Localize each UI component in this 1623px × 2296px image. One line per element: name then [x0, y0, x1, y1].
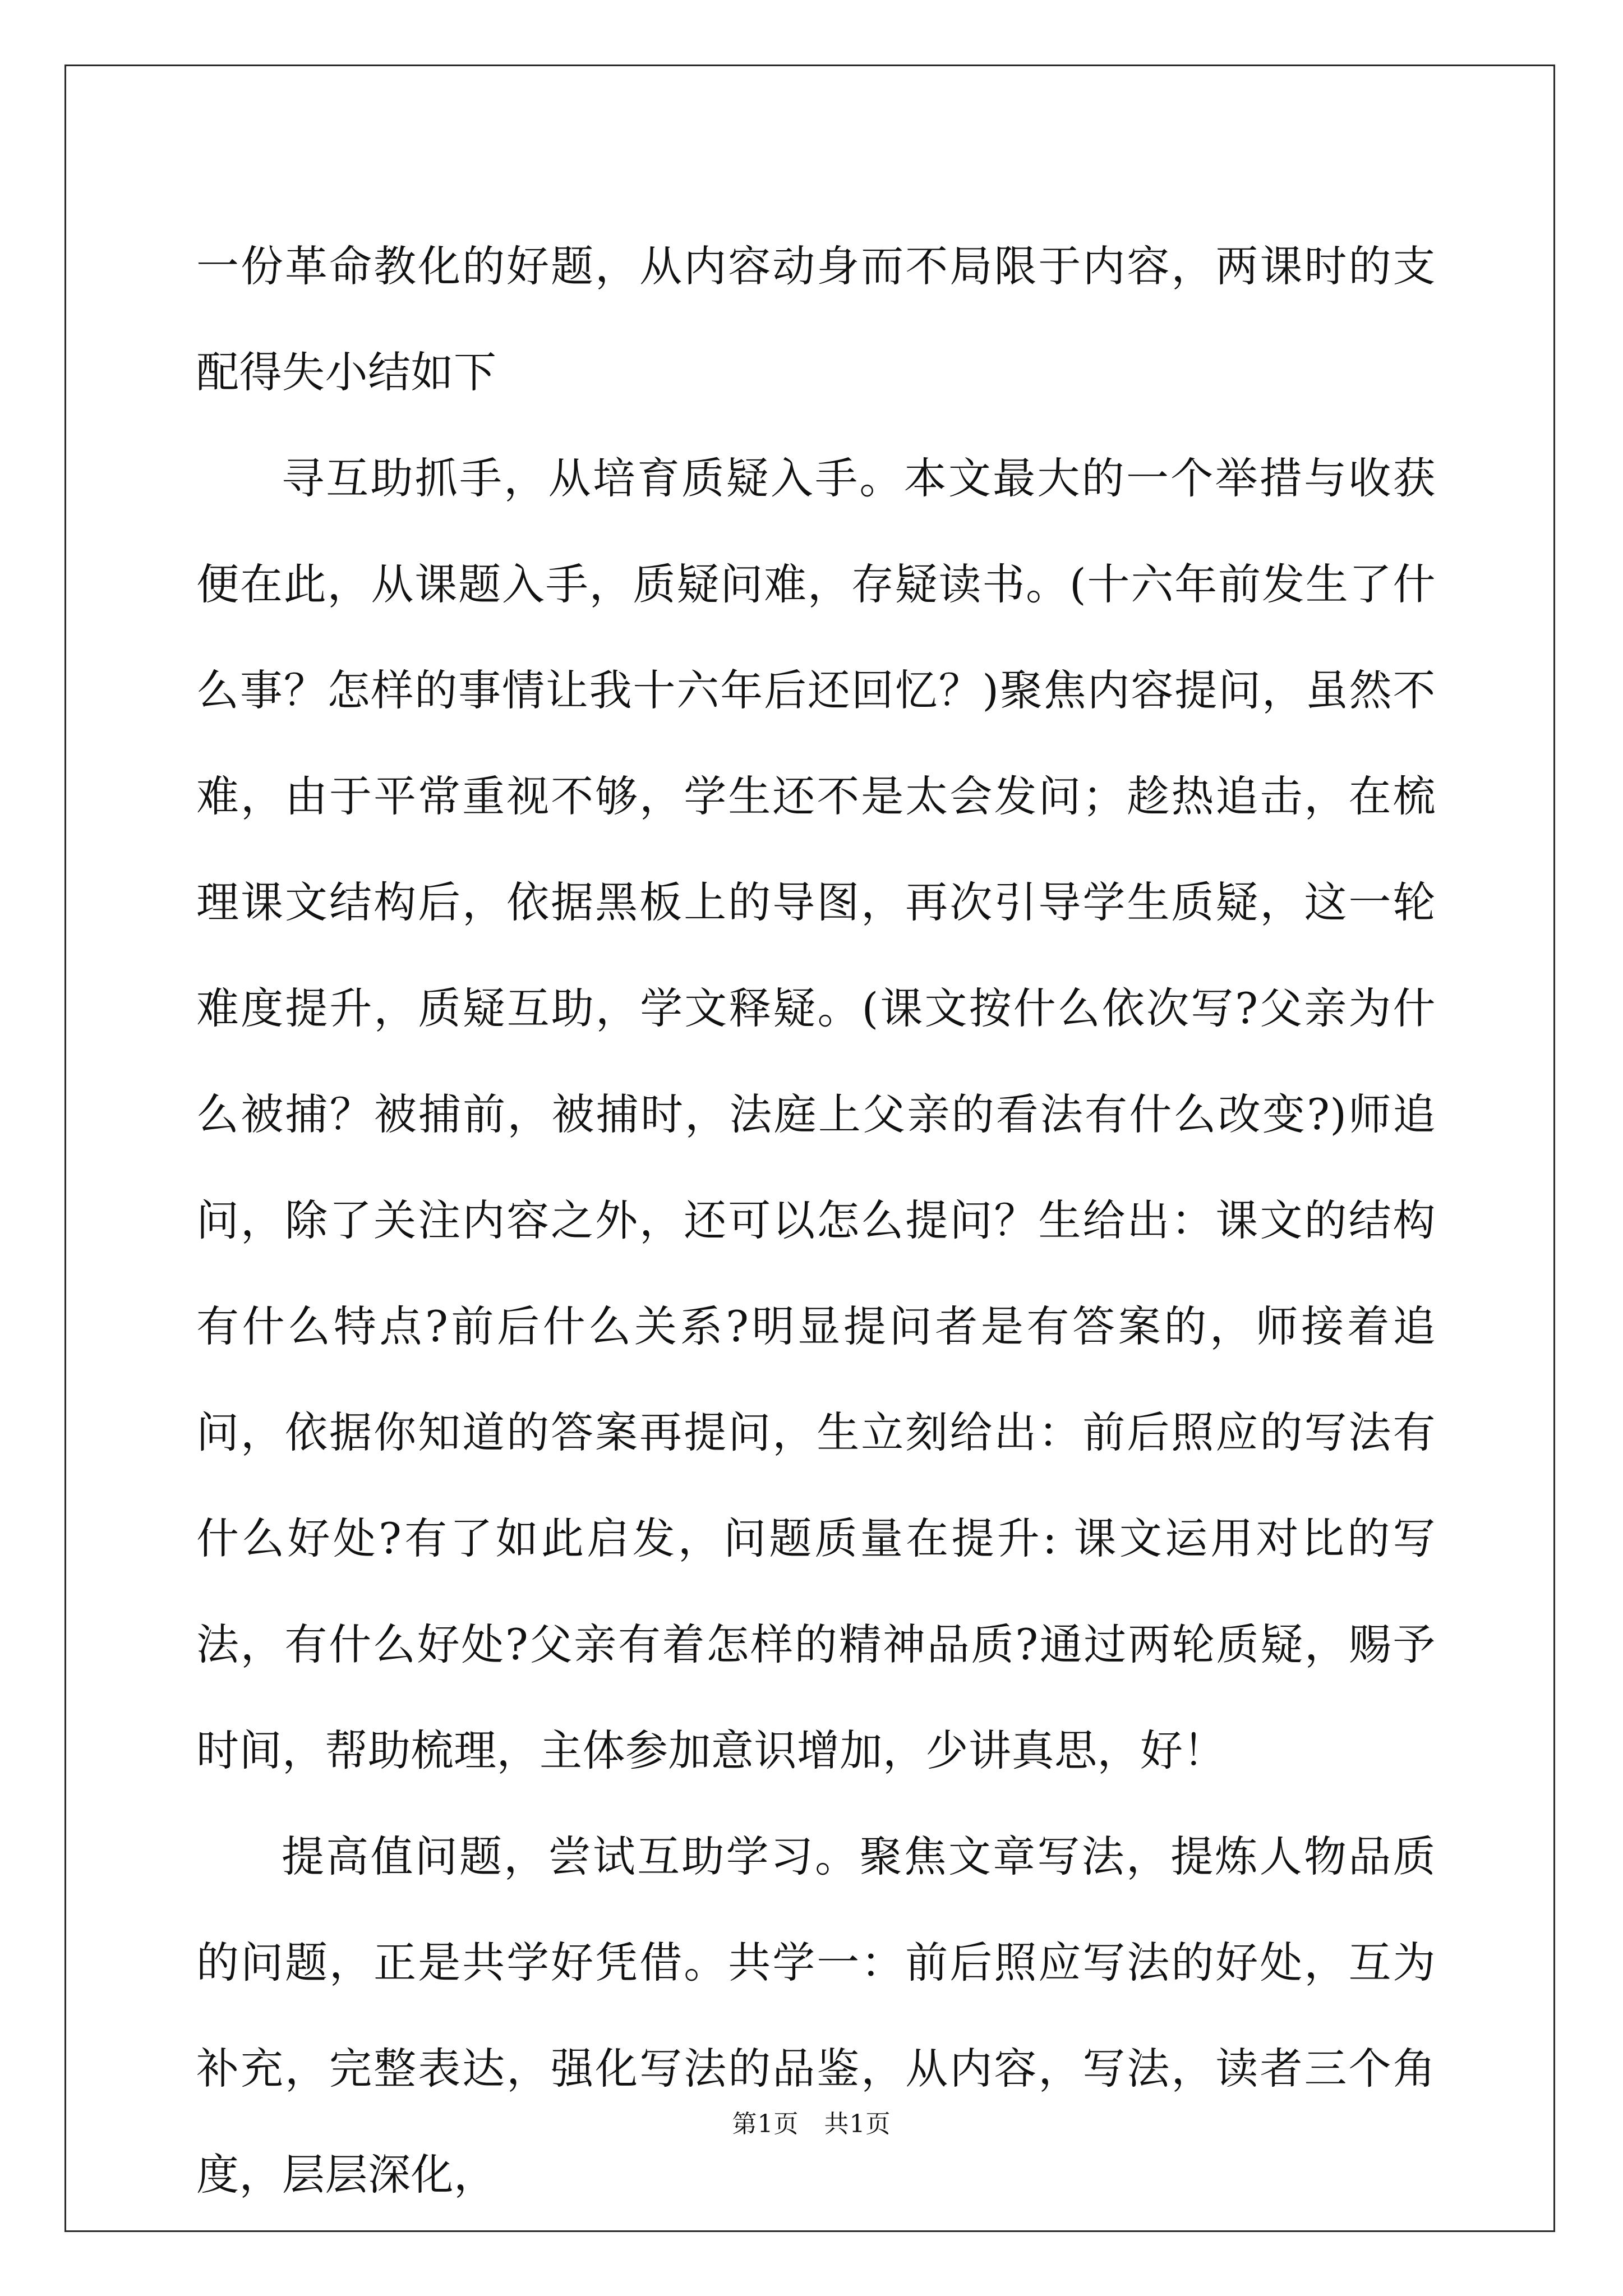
- page-footer: 第1页 共1页: [732, 2110, 891, 2138]
- paragraph-2: 寻互助抓手，从培育质疑入手。本文最大的一个举措与收获便在此，从课题入手，质疑问难，存疑读书。(十六年前发生了什么事？怎样的事情让我十六年后还回忆？)聚焦内容提问，虽然不难，由于平常重视不够，学生还不是太会发问；趁热追击，在梳理课文结构后，依据黑板上的导图，再次引导学生质疑，这一轮难度提升，质疑互助，学文释疑。(课文按什么依次写?父亲为什么被捕？被捕前，被捕时，法庭上父亲的看法有什么改变?)师追问，除了关注内容之外，还可以怎么提问？生给出：课文的结构有什么特点?前后什么关系?明显提问者是有答案的，师接着追问，依据你知道的答案再提问，生立刻给出：前后照应的写法有什么好处?有了如此启发，问题质量在提升: 课文运用对比的写法，有什么好处?父亲有着怎样的精神品质?通过两轮质疑，赐予时间，帮助梳理，主体参加意识增加，少讲真思，好！: [196, 453, 1436, 1775]
- paragraph-1: 一份革命教化的好题，从内容动身而不局限于内容，两课时的支配得失小结如下: [196, 241, 1436, 397]
- paragraph-3: 提高值问题，尝试互助学习。聚焦文章写法，提炼人物品质的问题，正是共学好凭借。共学一：前后照应写法的好处，互为补充，完整表达，强化写法的品鉴，从内容，写法，读者三个角度，层层深化，: [196, 1832, 1436, 2200]
- document-body: [196, 213, 1436, 2228]
